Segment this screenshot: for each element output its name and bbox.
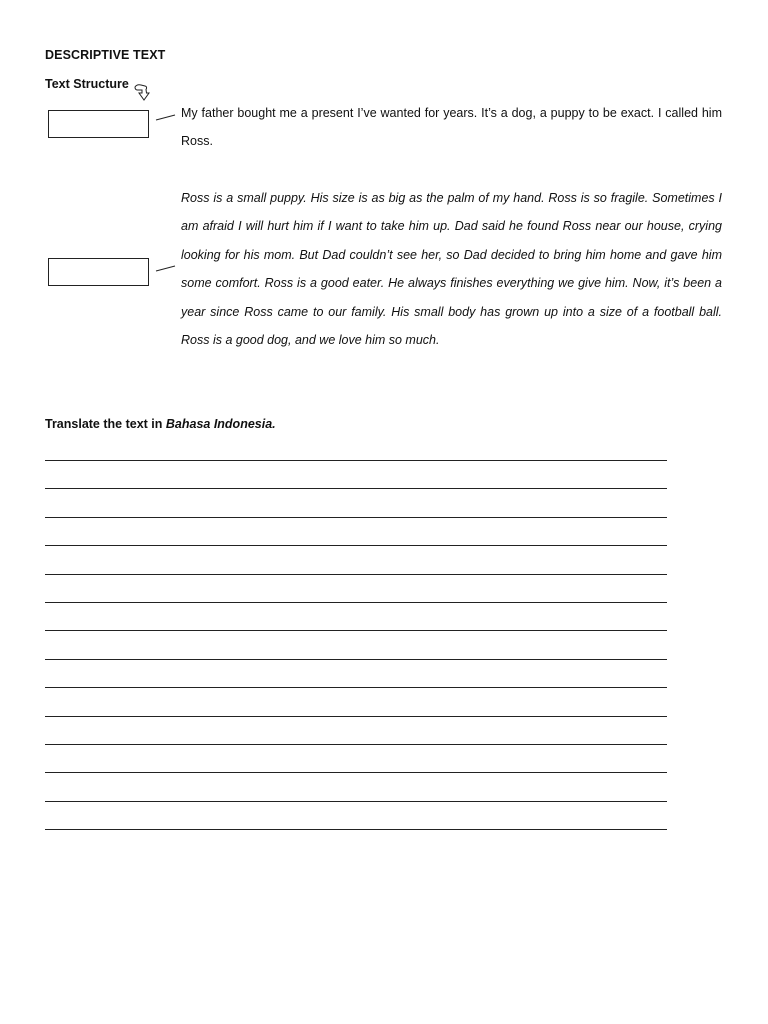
answer-line[interactable] <box>45 687 667 688</box>
answer-line[interactable] <box>45 602 667 603</box>
connector-line <box>155 263 177 273</box>
pointing-hand-icon <box>133 80 153 106</box>
answer-line[interactable] <box>45 744 667 745</box>
instruction-language: Bahasa Indonesia. <box>165 417 276 431</box>
answer-line[interactable] <box>45 716 667 717</box>
structure-answer-box-identification[interactable] <box>48 110 149 138</box>
answer-line[interactable] <box>45 517 667 518</box>
connector-line <box>155 112 177 122</box>
text-structure-label: Text Structure <box>45 77 129 91</box>
answer-line[interactable] <box>45 574 667 575</box>
instruction-prefix: Translate the text in <box>45 417 166 431</box>
answer-line[interactable] <box>45 630 667 631</box>
answer-line[interactable] <box>45 829 667 830</box>
answer-line[interactable] <box>45 545 667 546</box>
paragraph-identification: My father bought me a present I’ve wanted for years. It’s a dog, a puppy to be exact. I called him Ross. <box>181 106 722 149</box>
structure-answer-box-description[interactable] <box>48 258 149 286</box>
translate-instruction <box>45 417 276 431</box>
answer-line[interactable] <box>45 772 667 773</box>
page-title: DESCRIPTIVE TEXT <box>45 48 166 62</box>
paragraph-description: Ross is a small puppy. His size is as big as the palm of my hand. Ross is so fragile. Sometimes I am afraid I will hurt him if I want to take him up. Dad said he found Ross near our house, crying looking for his mom. But Dad couldn’t see her, so Dad decided to bring him home and gave him some comfort. Ross is a good eater. He always finishes everything we give him. Now, it’s been a year since Ross came to our family. His small body has grown up into a size of a football ball. Ross is a good dog, and we love him so much. <box>181 191 722 348</box>
answer-line[interactable] <box>45 488 667 489</box>
answer-line[interactable] <box>45 659 667 660</box>
answer-line[interactable] <box>45 460 667 461</box>
answer-line[interactable] <box>45 801 667 802</box>
